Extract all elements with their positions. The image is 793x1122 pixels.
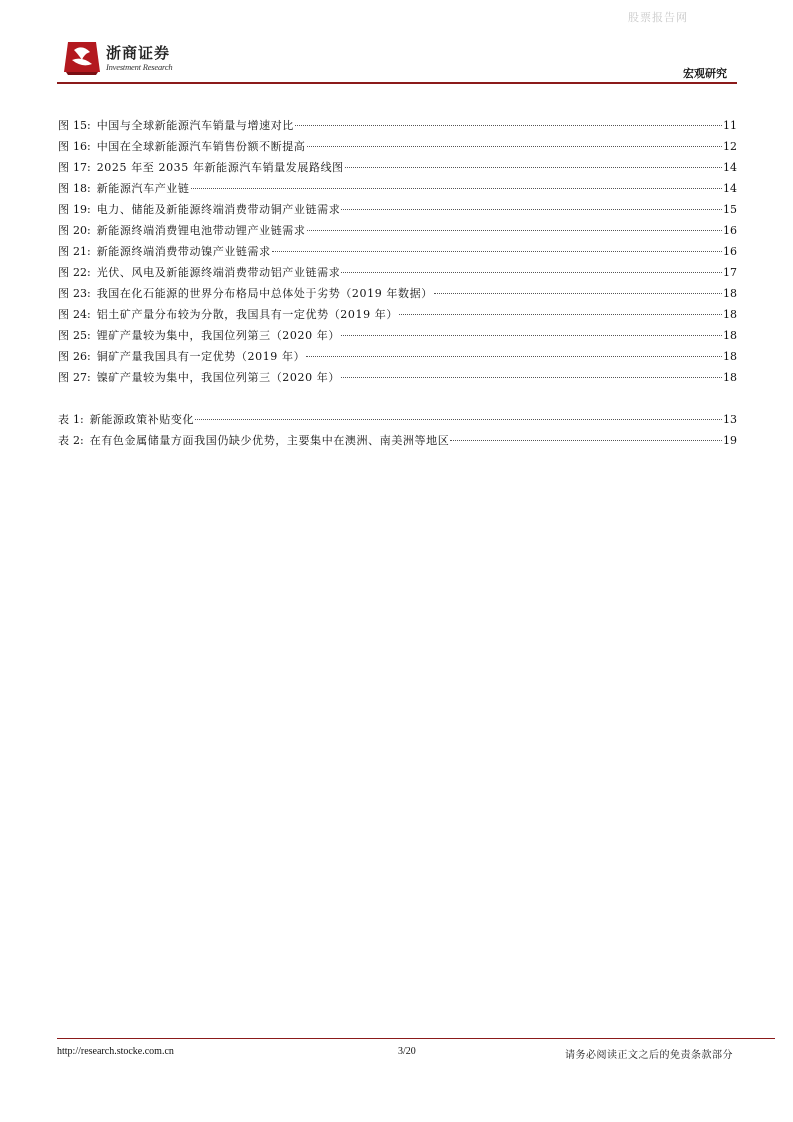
entry-number: 17: <box>73 161 91 174</box>
entry-page: 18 <box>723 329 737 342</box>
entry-title: 在有色金属储量方面我国仍缺少优势，主要集中在澳洲、南美洲等地区 <box>89 434 450 447</box>
entry-title: 新能源终端消费锂电池带动锂产业链需求 <box>96 224 306 237</box>
entry-number: 24: <box>73 308 91 321</box>
entry-title: 新能源终端消费带动镍产业链需求 <box>96 245 271 258</box>
entry-number: 2: <box>73 434 84 447</box>
entry-number: 19: <box>73 203 91 216</box>
figure-entry[interactable] <box>58 325 737 346</box>
figure-entry[interactable] <box>58 346 737 367</box>
figure-entry[interactable] <box>58 262 737 283</box>
entry-page: 14 <box>723 182 737 195</box>
entry-page: 18 <box>723 287 737 300</box>
entry-label: 图 <box>58 266 69 279</box>
entry-number: 16: <box>73 140 91 153</box>
entry-title: 我国在化石能源的世界分布格局中总体处于劣势（2019 年数据） <box>96 287 433 300</box>
dot-leader <box>399 314 722 315</box>
entry-label: 图 <box>58 245 69 258</box>
figure-entry[interactable] <box>58 304 737 325</box>
figure-entry[interactable] <box>58 178 737 199</box>
entry-label: 图 <box>58 371 69 384</box>
entry-label: 表 <box>58 413 69 426</box>
entry-title: 锂矿产量较为集中，我国位列第三（2020 年） <box>96 329 340 342</box>
entry-label: 图 <box>58 119 69 132</box>
entry-page: 16 <box>723 245 737 258</box>
entry-number: 27: <box>73 371 91 384</box>
entry-page: 19 <box>723 434 737 447</box>
entry-number: 18: <box>73 182 91 195</box>
dot-leader <box>306 356 722 357</box>
entry-number: 15: <box>73 119 91 132</box>
dot-leader <box>272 251 722 252</box>
entry-title: 铝土矿产量分布较为分散，我国具有一定优势（2019 年） <box>96 308 398 321</box>
dot-leader <box>434 293 722 294</box>
entry-page: 13 <box>723 413 737 426</box>
dot-leader <box>307 146 722 147</box>
dot-leader <box>191 188 722 189</box>
entry-title: 2025 年至 2035 年新能源汽车销量发展路线图 <box>96 161 344 174</box>
entry-number: 23: <box>73 287 91 300</box>
disclaimer: 请务必阅读正文之后的免责条款部分 <box>565 1050 733 1061</box>
company-name-cn: 浙商证券 <box>106 44 171 62</box>
entry-number: 22: <box>73 266 91 279</box>
figure-entry[interactable] <box>58 241 737 262</box>
dot-leader <box>341 209 722 210</box>
figure-entry[interactable] <box>58 367 737 388</box>
entry-label: 图 <box>58 140 69 153</box>
entry-label: 图 <box>58 329 69 342</box>
entry-title: 新能源汽车产业链 <box>96 182 190 195</box>
header-divider <box>57 82 737 84</box>
dot-leader <box>450 440 722 441</box>
figure-entry[interactable] <box>58 283 737 304</box>
entry-label: 图 <box>58 350 69 363</box>
entry-title: 电力、储能及新能源终端消费带动铜产业链需求 <box>96 203 341 216</box>
figure-entry[interactable] <box>58 136 737 157</box>
entry-page: 18 <box>723 308 737 321</box>
entry-label: 图 <box>58 308 69 321</box>
company-logo <box>62 38 182 78</box>
entry-title: 中国在全球新能源汽车销售份额不断提高 <box>96 140 306 153</box>
figure-entry[interactable] <box>58 115 737 136</box>
table-entry[interactable] <box>58 430 737 451</box>
entry-page: 16 <box>723 224 737 237</box>
dot-leader <box>341 272 722 273</box>
dot-leader <box>345 167 722 168</box>
entry-number: 25: <box>73 329 91 342</box>
entry-number: 20: <box>73 224 91 237</box>
entry-title: 镍矿产量较为集中，我国位列第三（2020 年） <box>96 371 340 384</box>
entry-page: 15 <box>723 203 737 216</box>
company-name-en: Investment Research <box>106 62 173 72</box>
dot-leader <box>341 377 722 378</box>
footer-url[interactable]: http://research.stocke.com.cn <box>57 1046 174 1057</box>
table-entry[interactable] <box>58 409 737 430</box>
entry-label: 图 <box>58 161 69 174</box>
entry-label: 图 <box>58 287 69 300</box>
figure-entry[interactable] <box>58 157 737 178</box>
dot-leader <box>307 230 722 231</box>
entry-page: 14 <box>723 161 737 174</box>
figure-entry[interactable] <box>58 199 737 220</box>
entry-label: 图 <box>58 182 69 195</box>
entry-title: 光伏、风电及新能源终端消费带动铝产业链需求 <box>96 266 341 279</box>
page-number: 3/20 <box>398 1046 416 1057</box>
logo-icon <box>62 38 102 76</box>
entry-title: 新能源政策补贴变化 <box>89 413 195 426</box>
entry-number: 21: <box>73 245 91 258</box>
watermark: 股票报告网 <box>628 11 688 24</box>
entry-label: 图 <box>58 224 69 237</box>
entry-label: 图 <box>58 203 69 216</box>
figure-list <box>58 115 737 388</box>
entry-page: 18 <box>723 350 737 363</box>
entry-page: 18 <box>723 371 737 384</box>
entry-title: 中国与全球新能源汽车销量与增速对比 <box>96 119 294 132</box>
entry-number: 1: <box>73 413 84 426</box>
entry-page: 12 <box>723 140 737 153</box>
dot-leader <box>295 125 722 126</box>
entry-label: 表 <box>58 434 69 447</box>
table-list <box>58 409 737 451</box>
dot-leader <box>341 335 722 336</box>
entry-page: 11 <box>723 119 737 132</box>
report-type: 宏观研究 <box>683 67 727 80</box>
dot-leader <box>195 419 722 420</box>
figure-entry[interactable] <box>58 220 737 241</box>
entry-number: 26: <box>73 350 91 363</box>
entry-title: 铜矿产量我国具有一定优势（2019 年） <box>96 350 306 363</box>
entry-page: 17 <box>723 266 737 279</box>
footer-divider <box>57 1038 775 1039</box>
